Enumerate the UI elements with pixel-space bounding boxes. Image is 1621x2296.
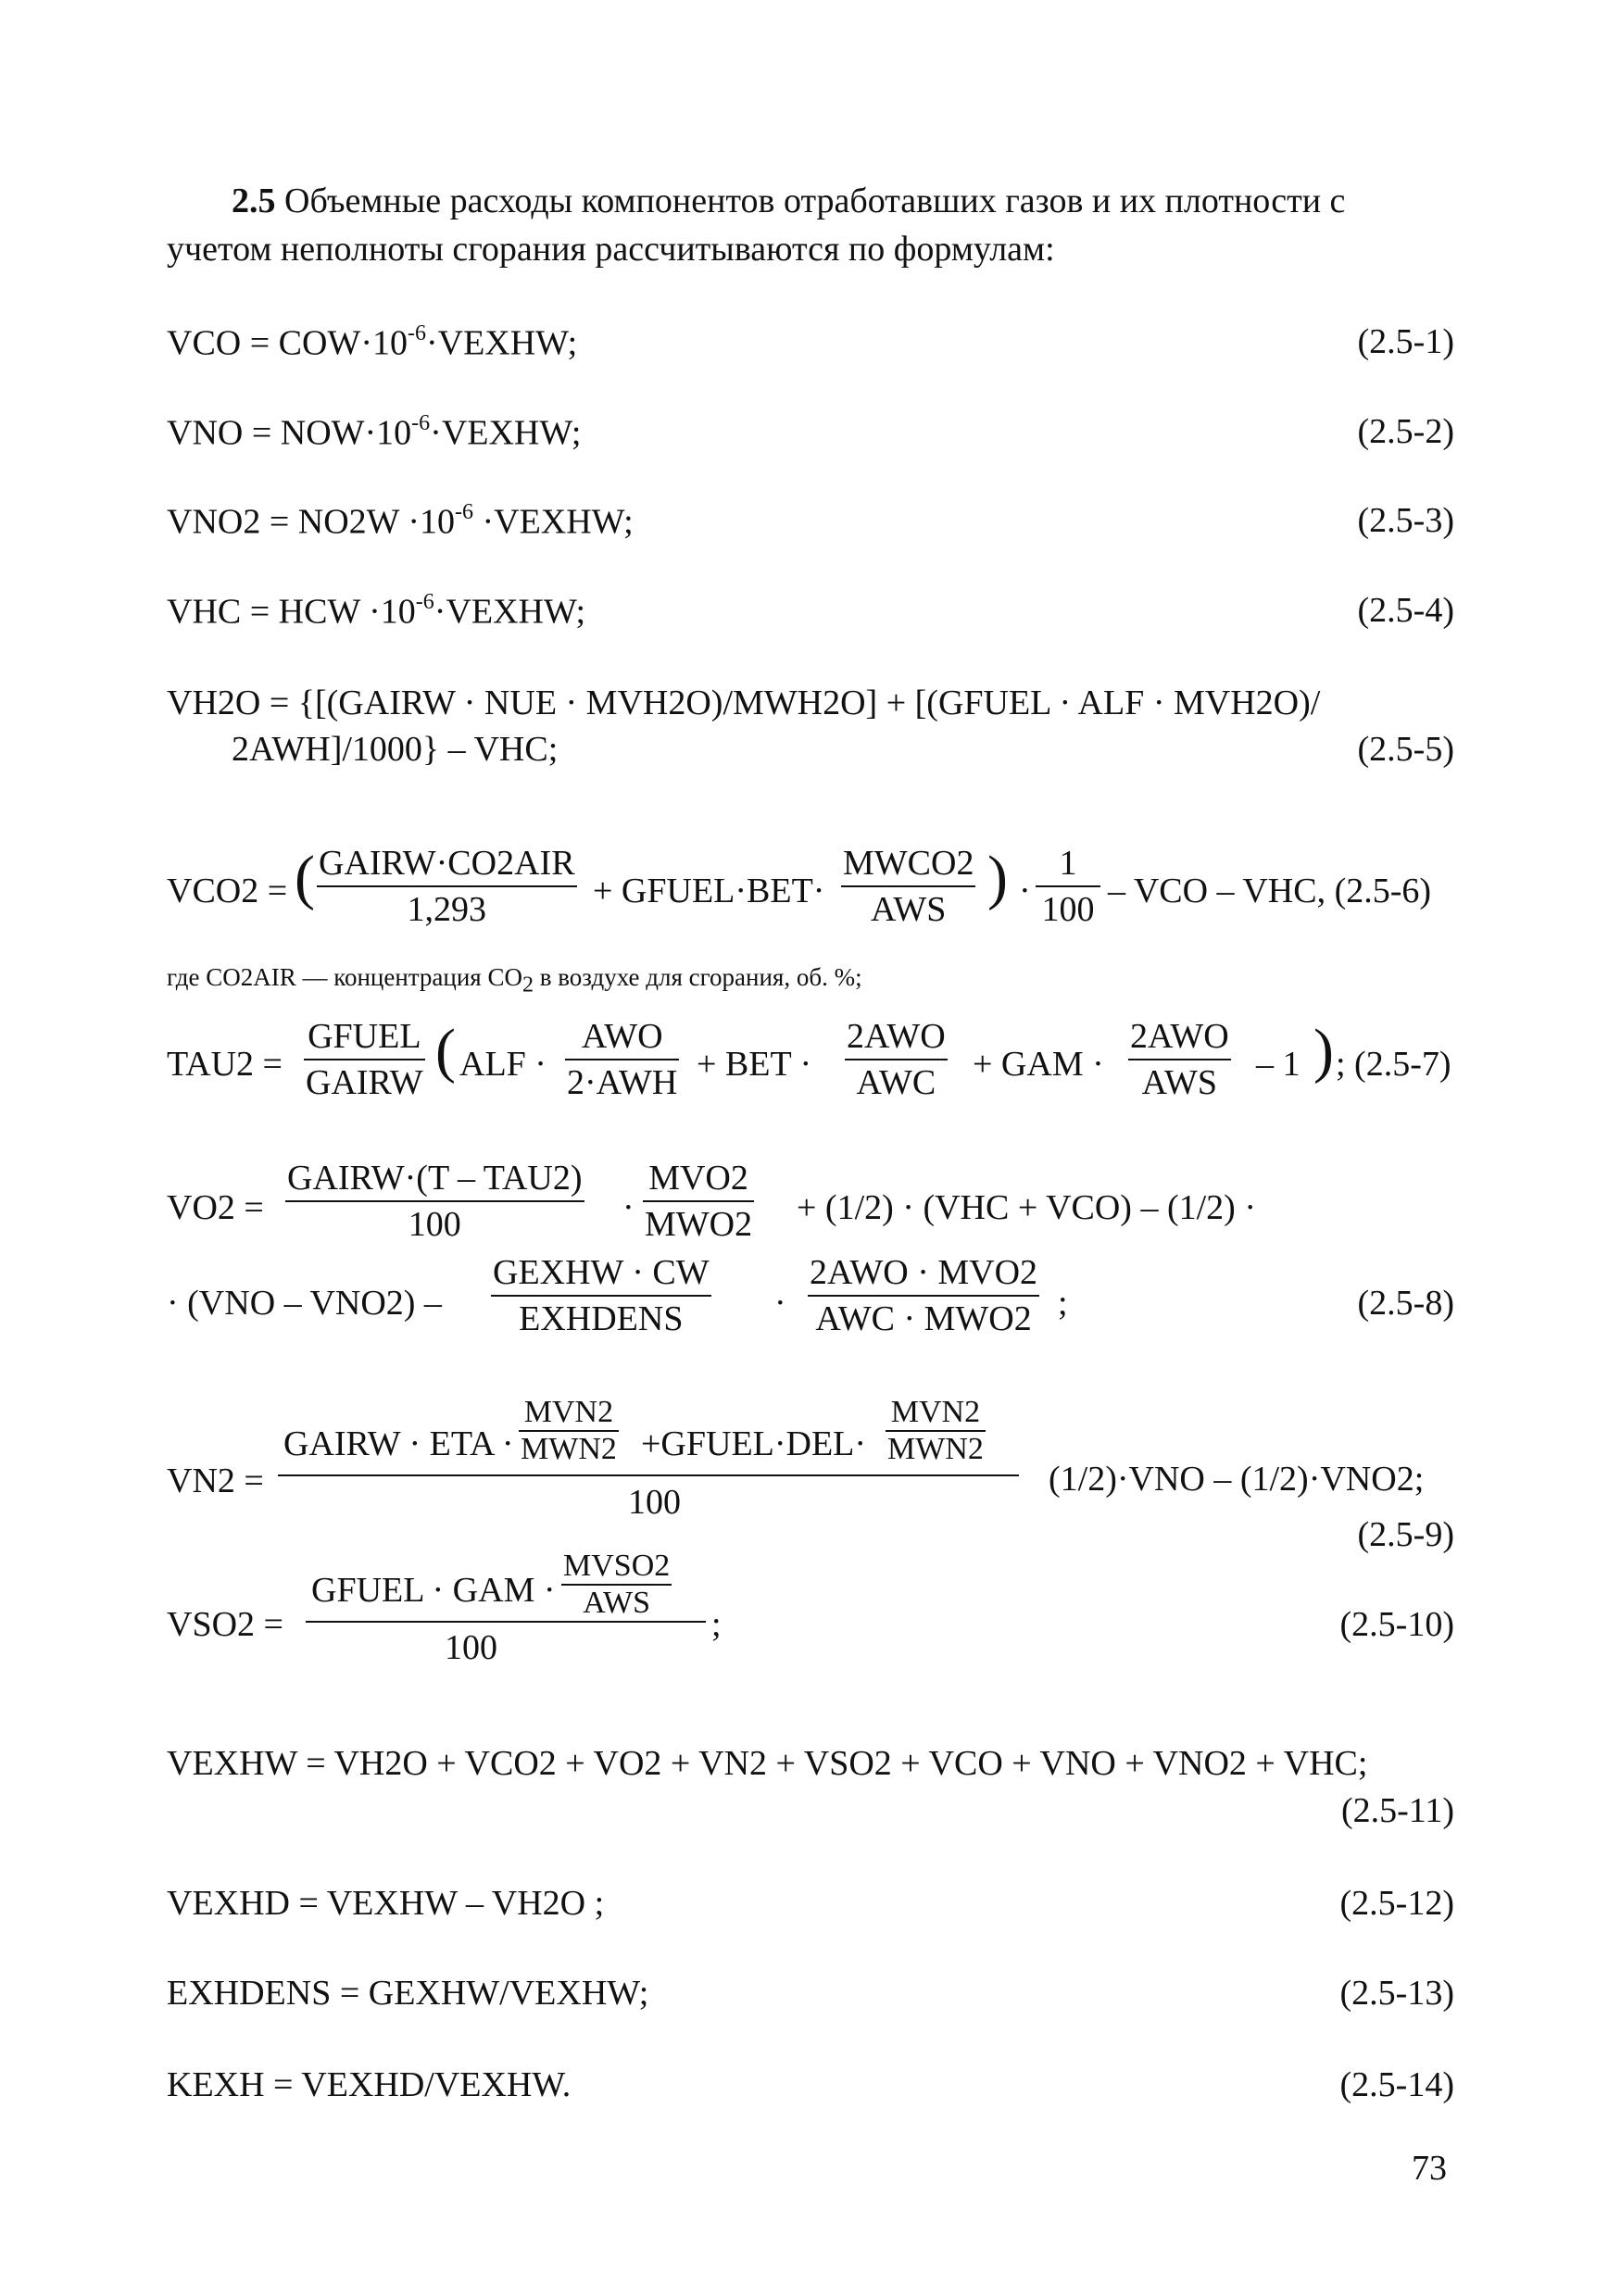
page-number: 73: [1412, 2149, 1447, 2188]
eq8-fraction-3: [491, 1255, 711, 1336]
equation-number: (2.5-9): [1357, 1515, 1454, 1554]
numerator: GEXHW · CW: [493, 1253, 710, 1292]
equation-number: (2.5-11): [1340, 1791, 1454, 1830]
equation-2-5-3: [167, 500, 634, 542]
numerator: MVN2: [523, 1395, 614, 1429]
numerator: 2AWO: [847, 1017, 946, 1056]
right-paren: ): [1313, 1017, 1334, 1085]
equation-number: (2.5-14): [1339, 2065, 1454, 2104]
denominator: 2·AWH: [565, 1059, 679, 1100]
equation-number: (2.5-3): [1357, 501, 1454, 540]
eq6-fraction-1: [317, 846, 577, 927]
numerator: 2AWO: [1130, 1017, 1229, 1056]
eq7-gam: + GAM ·: [973, 1045, 1104, 1084]
eq-text: VHC = HCW ·10: [167, 592, 416, 632]
eq6-mid: + GFUEL·BET·: [593, 872, 825, 910]
denominator: AWS: [1128, 1059, 1231, 1100]
exponent: -6: [454, 500, 473, 524]
eq7-lhs: TAU2 =: [167, 1045, 283, 1084]
eq10-semicolon: ;: [711, 1605, 722, 1644]
denominator: 100: [285, 1200, 584, 1242]
eq8-rest-1: + (1/2) · (VHC + VCO) – (1/2) ·: [797, 1188, 1256, 1227]
eq6-tail: – VCO – VHC, (2.5-6): [1108, 872, 1432, 910]
equation-number: (2.5-2): [1357, 412, 1454, 451]
numerator: 1: [1059, 844, 1077, 883]
eq8-fraction-1: [285, 1161, 584, 1242]
equation-2-5-5-line-2: 2AWH]/1000} – VHC;: [232, 730, 559, 769]
denominator: AWS: [561, 1584, 672, 1619]
numerator: GAIRW·(T – TAU2): [287, 1159, 583, 1198]
eq-text: ·VEXHW;: [425, 323, 578, 363]
eq10-fraction-1: [561, 1550, 672, 1619]
eq-text: ·VEXHW;: [434, 592, 586, 632]
exponent: -6: [415, 590, 434, 614]
numerator: MVSO2: [563, 1549, 671, 1583]
note-text: где CO2AIR — концентрация CO: [167, 963, 522, 991]
eq6-dot: ·: [1019, 872, 1031, 910]
eq9-term-1: GAIRW · ETA ·: [283, 1424, 514, 1463]
denominator: AWS: [841, 885, 975, 927]
denominator: 1,293: [317, 885, 577, 927]
equation-2-5-2: [167, 411, 582, 453]
denominator: AWC · MWO2: [808, 1295, 1039, 1336]
intro-text-1: Объемные расходы компонентов отработавших газов и их плотности с: [284, 182, 1346, 220]
numerator: GAIRW·CO2AIR: [319, 844, 575, 883]
eq9-lhs: VN2 =: [167, 1462, 264, 1500]
note-text: в воздухе для сгорания, об. %;: [533, 963, 862, 991]
equation-number: (2.5-1): [1357, 322, 1454, 361]
equation-number: (2.5-4): [1357, 591, 1454, 630]
intro-line-1: [232, 183, 1345, 219]
eq7-fraction-2: [565, 1019, 679, 1100]
numerator: 2AWO · MVO2: [810, 1253, 1038, 1292]
denominator: 100: [1036, 885, 1100, 927]
eq9-term-2: +GFUEL·DEL·: [641, 1424, 867, 1463]
eq10-lhs: VSO2 =: [167, 1605, 283, 1644]
eq6-fraction-3: [1036, 846, 1100, 927]
equation-2-5-1: [167, 321, 578, 363]
denominator: GAIRW: [304, 1059, 425, 1100]
eq8-dot-1: ·: [622, 1188, 635, 1227]
eq7-alf: ALF ·: [459, 1045, 547, 1084]
eq10-term-1: GFUEL · GAM ·: [311, 1571, 556, 1610]
equation-number: (2.5-10): [1339, 1605, 1454, 1644]
intro-line-2: учетом неполноты сгорания рассчитываются по формулам:: [167, 230, 1055, 269]
numerator: AWO: [581, 1017, 663, 1056]
eq-text: ·VEXHW;: [430, 413, 582, 453]
eq10-fraction-bar: [306, 1621, 706, 1623]
eq8-fraction-4: [808, 1255, 1039, 1336]
denominator: MWN2: [887, 1432, 984, 1466]
numerator: MWCO2: [843, 844, 974, 883]
eq7-end: ; (2.5-7): [1336, 1045, 1451, 1084]
numerator: GFUEL: [308, 1017, 421, 1056]
denominator: AWC: [845, 1059, 948, 1100]
exponent: -6: [411, 411, 431, 435]
eq7-fraction-4: [1128, 1019, 1231, 1100]
eq6-fraction-2: [841, 846, 975, 927]
eq8-line-2-start: · (VNO – VNO2) –: [167, 1284, 442, 1323]
left-paren: (: [435, 1017, 456, 1085]
exponent: -6: [407, 321, 426, 345]
eq8-dot-2: ·: [774, 1284, 786, 1323]
equation-number: (2.5-8): [1357, 1284, 1454, 1323]
equation-2-5-4: [167, 590, 586, 632]
section-number: 2.5: [232, 182, 276, 220]
eq8-semicolon: ;: [1058, 1284, 1068, 1323]
equation-2-5-11: VEXHW = VH2O + VCO2 + VO2 + VN2 + VSO2 + VCO + VNO + VNO2 + VHC;: [167, 1744, 1368, 1783]
equation-number: (2.5-5): [1357, 730, 1454, 769]
subscript: 2: [521, 972, 534, 997]
note-co2air: [167, 965, 862, 996]
eq-text: VCO = COW·10: [167, 323, 408, 363]
eq-text: VNO2 = NO2W ·10: [167, 502, 455, 542]
eq10-denominator: 100: [445, 1628, 497, 1667]
denominator: MWO2: [643, 1200, 754, 1242]
eq8-lhs: VO2 =: [167, 1188, 264, 1227]
eq9-tail: (1/2)·VNO – (1/2)·VNO2;: [1049, 1460, 1425, 1499]
eq9-denominator: 100: [628, 1483, 681, 1522]
eq-text: ·VEXHW;: [472, 502, 634, 542]
eq8-fraction-2: [643, 1161, 754, 1242]
denominator: MWN2: [521, 1432, 617, 1466]
eq7-bet: + BET ·: [697, 1045, 812, 1084]
equation-number: (2.5-13): [1339, 1974, 1454, 2013]
eq6-lhs: VCO2 =: [167, 872, 288, 910]
eq7-fraction-1: [304, 1019, 425, 1100]
equation-2-5-14: KEXH = VEXHD/VEXHW.: [167, 2065, 572, 2104]
right-paren: ): [987, 844, 1008, 911]
left-paren: (: [295, 844, 315, 911]
eq9-fraction-2: [886, 1397, 986, 1465]
numerator: MVO2: [648, 1159, 748, 1198]
equation-2-5-5-line-1: VH2O = {[(GAIRW · NUE · MVH2O)/MWH2O] + [(GFUEL · ALF · MVH2O)/: [167, 684, 1321, 722]
eq7-fraction-3: [845, 1019, 948, 1100]
equation-2-5-13: EXHDENS = GEXHW/VEXHW;: [167, 1974, 649, 2013]
numerator: MVN2: [890, 1395, 981, 1429]
equation-number: (2.5-12): [1339, 1884, 1454, 1923]
eq7-minus-one: – 1: [1256, 1045, 1301, 1084]
eq-text: VNO = NOW·10: [167, 413, 412, 453]
eq9-fraction-1: [519, 1397, 619, 1465]
denominator: EXHDENS: [491, 1295, 711, 1336]
equation-2-5-12: VEXHD = VEXHW – VH2O ;: [167, 1884, 605, 1923]
eq9-fraction-bar: [278, 1474, 1019, 1476]
